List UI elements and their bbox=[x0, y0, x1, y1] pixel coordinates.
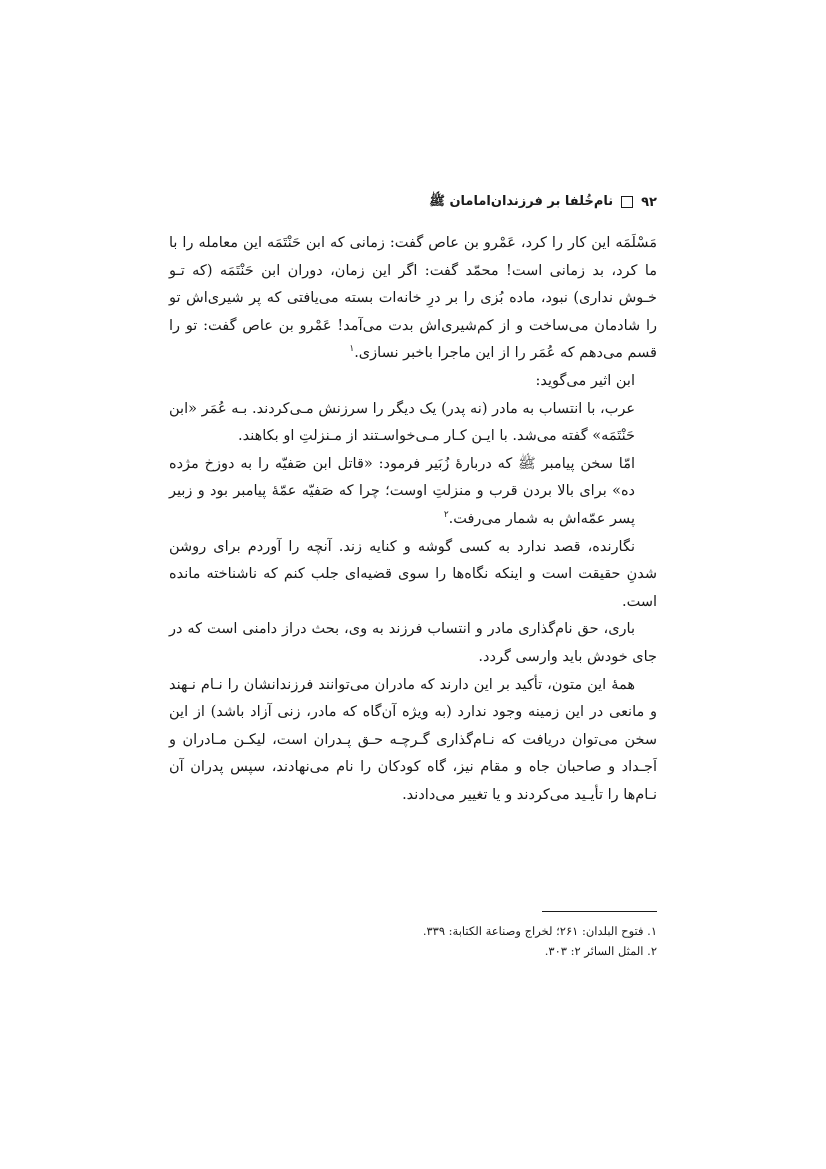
footnote-1: ۱. فتوح البلدان: ۲۶۱؛ لخراج وصناعة الکتابة: ۳۳۹. bbox=[422, 924, 657, 938]
paragraph-5: همهٔ این متون، تأکید بر این دارند که مادران می‌توانند فرزندانشان را نـام نـهند و مانعی در این زمینه وجود ندارد (به ویژه آن‌گاه که مادر، زنی آزاد باشد) از این سخن می‌توان دریافت که نـام‌گذاری گـرچـه حـق پـدران است، لیکـن مـادران و اَجـداد و صاحبان جاه و مقام نیز، گاه کودکان را نام می‌نهادند، سپس پدران آن نـام‌ها را تأیـید می‌کردند و یا تغییر می‌دادند. bbox=[169, 676, 657, 803]
page-number: ۹۲ bbox=[641, 194, 657, 210]
main-text bbox=[169, 230, 657, 809]
footnotes bbox=[169, 921, 657, 961]
quote-paragraph-2 bbox=[169, 451, 635, 534]
footnote-divider bbox=[542, 911, 657, 912]
footnote-2: ۲. المثل السائر ۲: ۳۰۳. bbox=[544, 944, 657, 958]
running-header bbox=[169, 189, 657, 215]
quotation-block bbox=[169, 396, 657, 534]
paragraph-3: نگارنده، قصد ندارد به کسی گوشه و کنایه زند. آنچه را آوردم برای روشن شدنِ حقیقت است و اینکه نگاه‌ها را سوی قضیه‌ای جلب کنم که ناشناخته مانده است. bbox=[169, 538, 657, 610]
paragraph-4: باری، حق نام‌گذاری مادر و انتساب فرزند به وی، بحث دراز دامنی است که در جای خودش باید وارسی گردد. bbox=[169, 621, 657, 665]
paragraph-1-text: مَسْلَمَه این کار را کرد، عَمْرو بن عاص گفت: زمانی که ابن حَنْتَمَه این معامله را با ما کرد، بد زمانی است! محمّد گفت: اگر این زمان، دوران ابن حَنْتَمَه (که تـو خـوش نداری) نبود، ماده بُزی را بر درِ خانه‌ات بسته می‌یافتی که پر شیری‌اش تو را شادمان می‌ساخت و از کم‌شیری‌اش بدت می‌آمد! عَمْرو بن عاص گفت: تو را قسم می‌دهم که عُمَر را از این ماجرا باخبر نسازی. bbox=[169, 235, 657, 362]
quote-paragraph-1: عرب، با انتساب به مادر (نه پدر) یک دیگر را سرزنش مـی‌کردند. بـه عُمَر «ابن حَنْتَمَه» گفته می‌شد. با ایـن کـار مـی‌خواسـتند از مـنزلتِ او بکاهند. bbox=[169, 400, 635, 445]
paragraph-2: ابن اثیر می‌گوید: bbox=[535, 372, 635, 389]
footnote-ref-1: ۱ bbox=[349, 344, 355, 355]
running-title: نام‌خُلفا بر فرزندان‌امامان ﷺ bbox=[429, 193, 614, 209]
quote-paragraph-2-text: امّا سخن پیامبر ﷺ که دربارهٔ زُبَیر فرمود: «قاتل ابن صَفیّه را به دوزخ مژده ده» برای بالا بردن قرب و منزلتِ اوست؛ چرا که صَفیّه عمّهٔ پیامبر بود و زبیر پسر عمّه‌اش به شمار می‌رفت. bbox=[169, 455, 635, 527]
square-ornament-icon bbox=[621, 196, 633, 208]
footnote-ref-2: ۲ bbox=[443, 510, 449, 521]
paragraph-1 bbox=[169, 230, 657, 368]
